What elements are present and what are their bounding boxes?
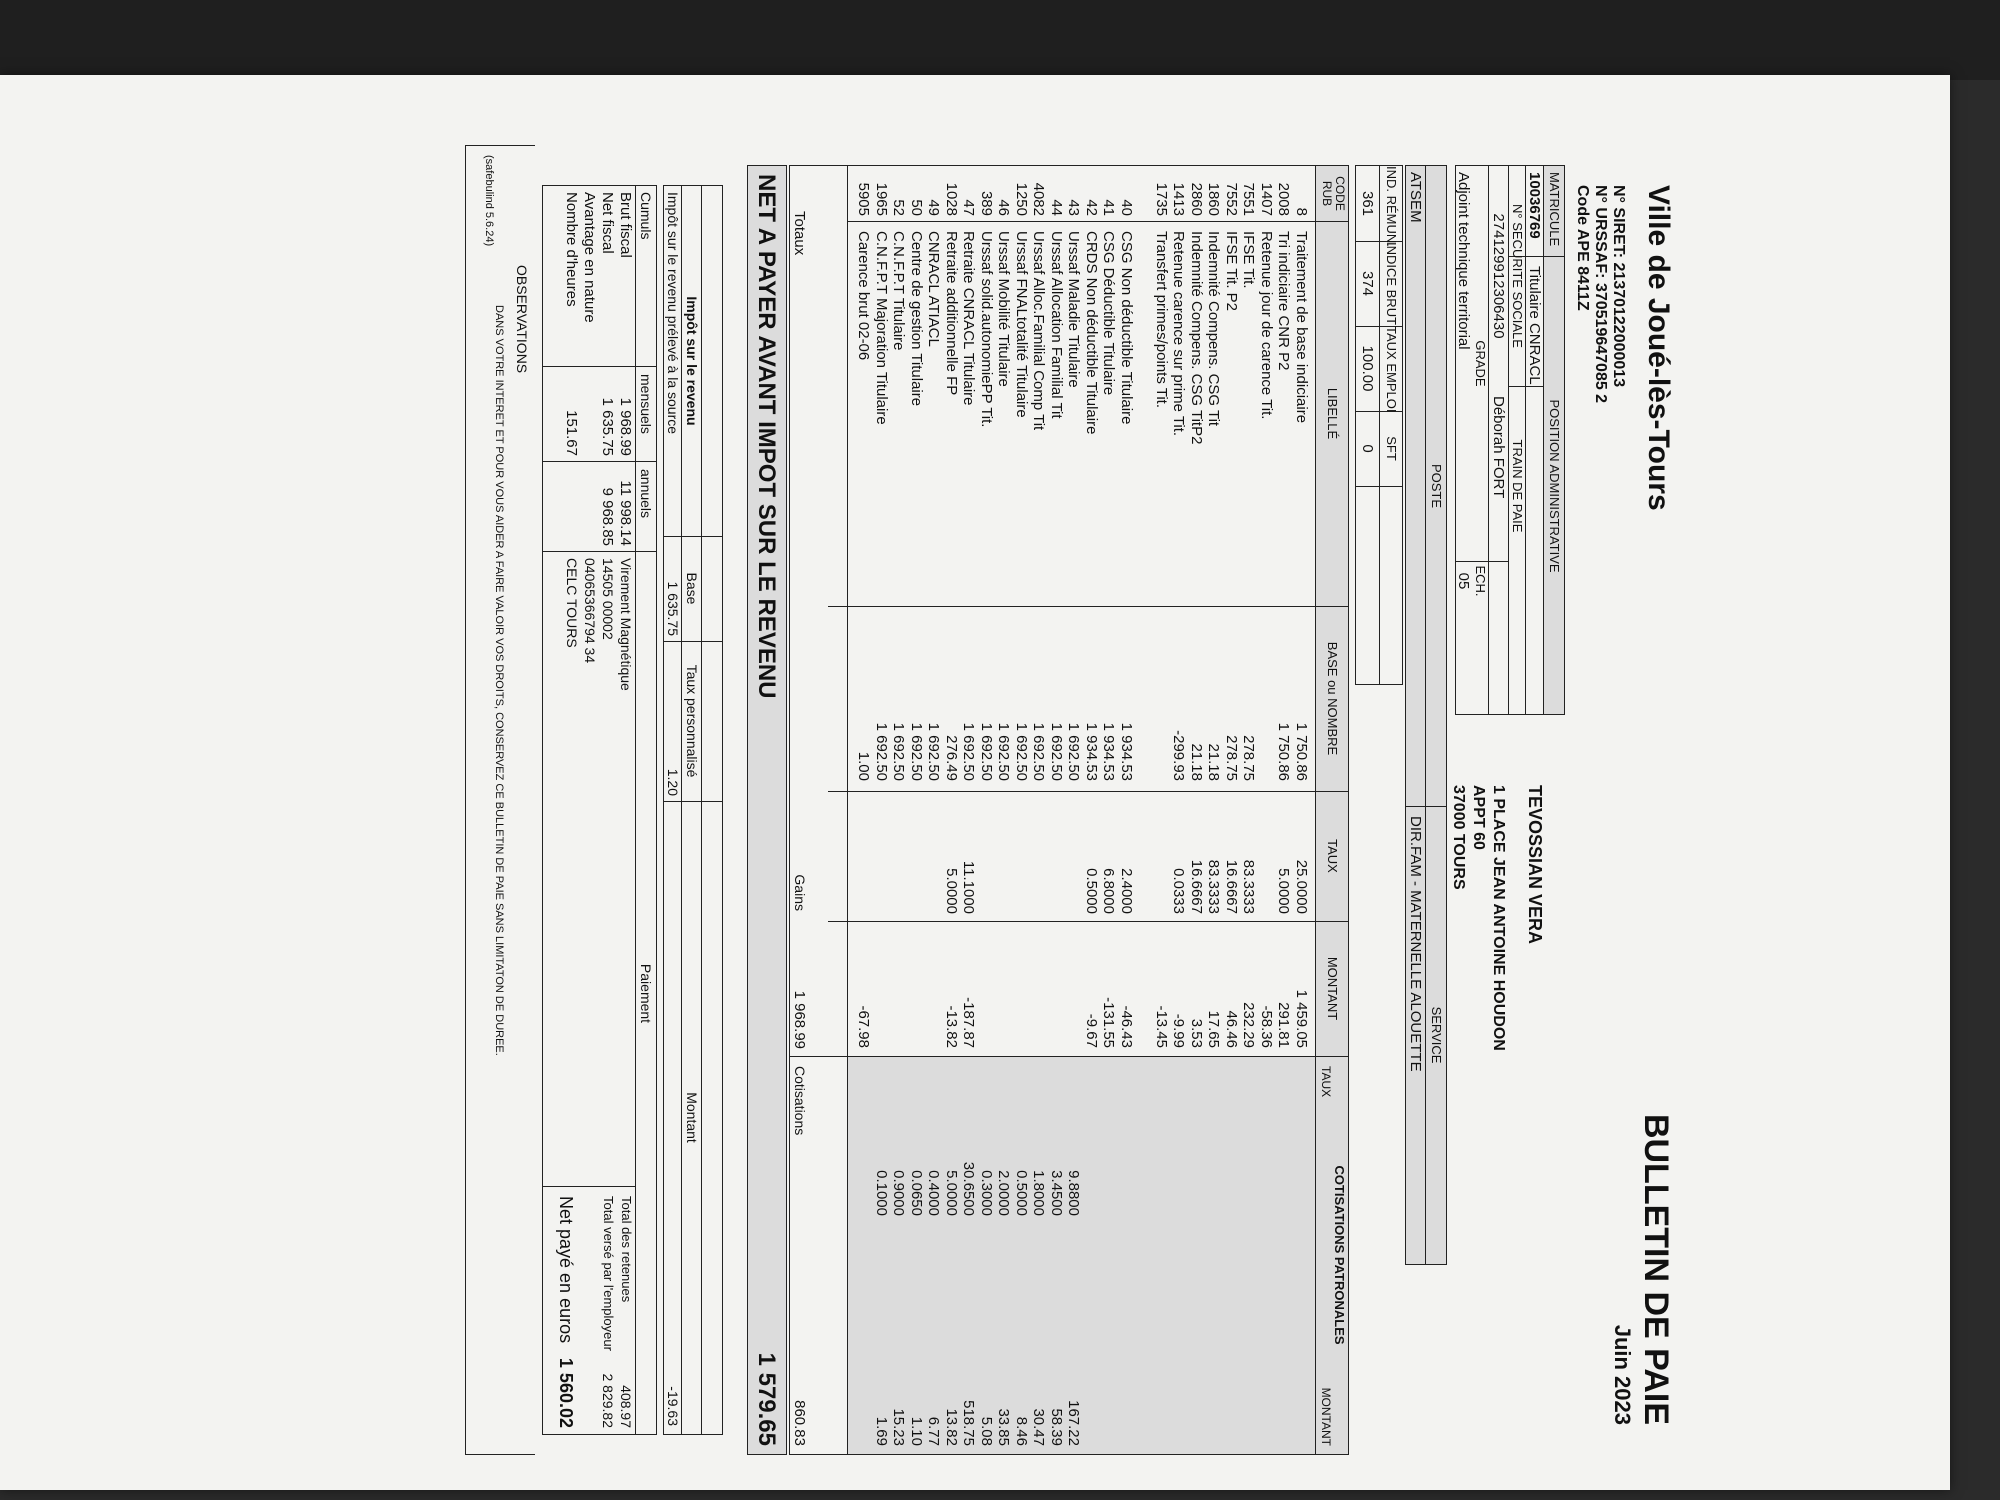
payslip-lines-table (789, 165, 1349, 1455)
cumuls-annuels-label: annuels (638, 469, 654, 519)
cell-libelle: Retraite additionnelle FP (943, 231, 960, 396)
cell-p-taux: 1.8000 (1030, 1170, 1048, 1216)
cumul-row (616, 186, 634, 551)
cell-code: 2008 (1275, 182, 1293, 216)
cell-libelle: IFSE Tit. P2 (1223, 231, 1240, 312)
employer-urssaf: N° URSSAF: 370519647085 2 (1592, 185, 1609, 404)
version-text: (safebulind 5.6.24) (483, 155, 495, 247)
cell-base: 1 692.50 (1048, 722, 1065, 781)
cell-p-taux: 3.4500 (1048, 1170, 1065, 1216)
cell-libelle: Urssaf solid.autonomiePP Tit. (978, 231, 995, 428)
cumul-annuel: 9 968.85 (599, 487, 616, 546)
table-row (1257, 166, 1275, 1454)
impot-taux-value: 1.20 (665, 768, 681, 796)
cumuls-mensuels-label: mensuels (638, 374, 654, 434)
cell-base: 21.18 (1205, 743, 1223, 781)
cell-code: 1965 (873, 182, 890, 216)
cell-libelle: C.N.F.P.T Titulaire (890, 231, 908, 351)
cell-p-montant: 15.23 (890, 1408, 908, 1446)
cumul-annuel: 11 998.14 (617, 480, 634, 546)
cell-code: 1735 (1153, 182, 1170, 216)
cell-base: 1 692.50 (908, 722, 925, 781)
cell-code: 2860 (1188, 182, 1205, 216)
verse-label: Total versé par l'employeur (601, 1196, 616, 1351)
cumul-row (580, 186, 598, 551)
table-row (907, 166, 925, 1454)
train-value: Déborah FORT (1490, 396, 1507, 499)
table-row (1047, 166, 1065, 1454)
cell-p-montant: 33.85 (995, 1408, 1013, 1446)
indice-value: 374 (1359, 270, 1376, 297)
poste-service-box (1405, 165, 1447, 1265)
cell-montant: -46.43 (1118, 1005, 1135, 1048)
cumul-label: Avantage en nature (581, 192, 598, 323)
cell-taux: 16.6667 (1188, 859, 1205, 914)
impot-row-label: Impôt sur le revenu prélevé à la source (665, 192, 681, 435)
header-montant: MONTANT (1325, 956, 1340, 1021)
ech-label: ECH. (1473, 565, 1488, 597)
matricule-label: MATRICULE (1547, 172, 1562, 247)
cell-p-taux: 0.3000 (978, 1170, 995, 1216)
secu-label: N° SECURITE SOCIALE (1510, 204, 1525, 348)
verse-value: 2 829.82 (600, 1373, 616, 1428)
poste-value: ATSEM (1407, 172, 1424, 223)
employee-city: 37000 TOURS (1450, 785, 1467, 890)
cell-p-taux: 0.0650 (908, 1170, 925, 1216)
cell-libelle: Indemnité Compens. CSG Tit (1205, 231, 1223, 427)
cumul-row (562, 186, 580, 551)
footer-notice: DANS VOTRE INTERET ET POUR VOUS AIDER A FAIRE VALOIR VOS DROITS, CONSERVEZ CE BULLETIN DE PAIE SANS LIMITATON DE DUREE. (493, 305, 505, 1056)
cell-p-montant: 58.39 (1048, 1408, 1065, 1446)
employer-name: Ville de Joué-lès-Tours (1642, 185, 1675, 511)
cell-p-montant: 8.46 (1013, 1416, 1030, 1446)
service-value: DIR.FAM - MATERNELLE ALOUETTE (1407, 816, 1424, 1072)
indice-label: INDICE BRUT (1384, 241, 1399, 326)
cumul-label: Nombre d'heures (563, 192, 580, 307)
employer-siret: N° SIRET: 21370122000013 (1610, 185, 1627, 388)
table-row (855, 166, 873, 1454)
impot-montant-label: Montant (684, 1092, 700, 1143)
cumul-mensuel: 1 635.75 (599, 397, 616, 456)
cell-libelle: CSG Non déductible Titulaire (1118, 231, 1135, 425)
cell-taux: 0.5000 (1083, 868, 1100, 914)
impot-taux-label: Taux personnalisé (684, 664, 700, 778)
cell-taux: 2.4000 (1118, 868, 1135, 914)
cell-code: 41 (1100, 199, 1118, 216)
impot-montant-value: -19.63 (665, 1386, 681, 1426)
cell-libelle: CSG Déductible Titulaire (1100, 231, 1118, 396)
cell-base: 1 692.50 (873, 722, 890, 781)
table-row (1012, 166, 1030, 1454)
cell-taux: 83.3333 (1240, 859, 1258, 914)
cell-code: 40 (1118, 199, 1135, 216)
header-taux: TAUX (1325, 839, 1340, 873)
cell-montant: -13.82 (943, 1005, 960, 1048)
cumuls-paiement-box (542, 185, 657, 1435)
cell-libelle: Urssaf Alloc.Familial Comp Tit (1030, 231, 1048, 431)
cell-montant: -13.45 (1153, 1005, 1170, 1048)
table-row (1117, 166, 1135, 1454)
net-avant-impot-label: NET A PAYER AVANT IMPOT SUR LE REVENU (753, 174, 780, 699)
impot-base-label: Base (684, 572, 700, 605)
cell-p-montant: 167.22 (1065, 1400, 1083, 1446)
cell-libelle: C.N.F.P.T Majoration Titulaire (873, 231, 890, 425)
cell-code: 7551 (1240, 182, 1258, 216)
payslip-document (0, 145, 1675, 1495)
impot-header: Impôt sur le revenu (684, 296, 700, 426)
cell-code: 1250 (1013, 182, 1030, 216)
cell-libelle: Urssaf Mobilité Titulaire (995, 231, 1013, 387)
table-row (1100, 166, 1118, 1454)
cell-taux: 11.1000 (960, 860, 978, 914)
cell-base: 1 692.50 (1030, 722, 1048, 781)
cell-p-montant: 518.75 (960, 1400, 978, 1446)
cell-libelle: Urssaf Maladie Titulaire (1065, 231, 1083, 388)
cell-p-taux: 0.4000 (925, 1170, 943, 1216)
cumul-mensuel: 1 968.99 (617, 397, 634, 456)
header-libelle: LIBELLÉ (1325, 387, 1340, 440)
cell-code: 389 (978, 190, 995, 216)
header-patronales: COTISATIONS PATRONALES (1332, 1165, 1347, 1345)
cell-montant: -187.87 (960, 997, 978, 1048)
sft-value: 0 (1359, 444, 1376, 453)
cell-code: 49 (925, 199, 943, 216)
cell-taux: 5.0000 (943, 868, 960, 914)
cell-base: 1 692.50 (925, 722, 943, 781)
header-p-taux: TAUX (1319, 1066, 1333, 1098)
cell-montant: -9.67 (1083, 1013, 1100, 1048)
position-label: POSITION ADMINISTRATIVE (1547, 399, 1562, 573)
header-p-montant: MONTANT (1319, 1387, 1333, 1446)
taux-emploi-value: 100.00 (1359, 345, 1376, 392)
cell-montant: 3.53 (1188, 1018, 1205, 1048)
gains-value: 1 968.99 (791, 990, 808, 1049)
cell-taux: 83.3333 (1205, 859, 1223, 914)
table-row (1082, 166, 1100, 1454)
cell-montant: -9.99 (1170, 1013, 1188, 1048)
cell-libelle: Retenue jour de carence Tit. (1258, 231, 1275, 420)
poste-label: POSTE (1429, 463, 1444, 509)
table-row (960, 166, 978, 1454)
retenues-label: Total des retenues (619, 1196, 634, 1303)
cell-libelle: Tri indiciaire CNR P2 (1275, 231, 1293, 371)
cell-p-montant: 13.82 (943, 1408, 960, 1446)
cell-libelle: Centre de gestion Titulaire (908, 231, 925, 407)
cell-libelle: Transfert primes/points Tit. (1153, 231, 1170, 408)
cell-base: 1 934.53 (1100, 722, 1118, 781)
cell-base: -299.93 (1170, 730, 1188, 781)
cell-base: 1 750.86 (1275, 722, 1293, 781)
position-value: Titulaire CNRACL (1526, 266, 1543, 385)
ech-value: 05 (1455, 572, 1472, 590)
cell-libelle: CRDS Non déductible Titulaire (1083, 231, 1100, 435)
cell-code: 43 (1065, 199, 1083, 216)
cell-base: 21.18 (1188, 743, 1205, 781)
table-row (977, 166, 995, 1454)
cell-code: 52 (890, 199, 908, 216)
cell-taux: 16.6667 (1223, 859, 1240, 914)
table-row (1222, 166, 1240, 1454)
cotisations-label: Cotisations (792, 1066, 808, 1136)
sft-label: SFT (1384, 436, 1399, 461)
gains-label: Gains (792, 874, 808, 911)
cell-montant: 46.46 (1223, 1010, 1240, 1048)
cell-code: 4082 (1030, 182, 1048, 216)
cell-code: 1028 (943, 182, 960, 216)
cell-base: 1 934.53 (1083, 722, 1100, 781)
cell-code: 42 (1083, 199, 1100, 216)
cell-code: 8 (1293, 207, 1310, 216)
paiement-line3: 04065366794 34 (582, 558, 598, 664)
cell-base: 1 692.50 (995, 722, 1013, 781)
ind-value: 361 (1359, 190, 1376, 217)
cell-base: 1.00 (855, 751, 873, 781)
cell-p-taux: 30.6500 (960, 1161, 978, 1216)
cell-base: 1 750.86 (1293, 722, 1310, 781)
cell-montant: -131.55 (1100, 997, 1118, 1048)
table-row (1205, 166, 1223, 1454)
cell-code: 1860 (1205, 182, 1223, 216)
cell-libelle: Urssaf FNALtotalité Titulaire (1013, 231, 1030, 418)
employer-ape: Code APE 8411Z (1574, 185, 1591, 311)
cell-base: 278.75 (1240, 735, 1258, 781)
cell-base: 1 692.50 (960, 722, 978, 781)
cell-p-taux: 0.5000 (1013, 1170, 1030, 1216)
cell-libelle: Carence brut 02-06 (855, 231, 873, 361)
cell-p-taux: 9.8800 (1065, 1170, 1083, 1216)
table-row (1065, 166, 1083, 1454)
table-row (1030, 166, 1048, 1454)
cell-base: 1 692.50 (1065, 722, 1083, 781)
train-label: TRAIN DE PAIE (1510, 439, 1525, 533)
cell-base: 1 692.50 (978, 722, 995, 781)
cell-code: 1407 (1258, 182, 1275, 216)
cell-p-taux: 5.0000 (943, 1170, 960, 1216)
cell-base: 1 692.50 (890, 722, 908, 781)
net-avant-impot-value: 1 579.65 (753, 1352, 780, 1446)
cell-libelle: Urssaf Allocation Familial Tit (1048, 231, 1065, 419)
cell-montant: 1 459.05 (1293, 989, 1310, 1048)
header-base: BASE ou NOMBRE (1325, 641, 1340, 756)
cell-libelle: Retraite CNRACL Titulaire (960, 231, 978, 406)
cell-taux: 6.8000 (1100, 868, 1118, 914)
bulletin-title: BULLETIN DE PAIE (1637, 1113, 1675, 1425)
grade-value: Adjoint technique territorial (1455, 172, 1472, 350)
cell-libelle: Retenue carence sur prime Tit. (1170, 231, 1188, 437)
cell-p-taux: 0.1000 (873, 1170, 890, 1216)
cell-code: 46 (995, 199, 1013, 216)
cell-code: 5905 (855, 182, 873, 216)
table-row (1187, 166, 1205, 1454)
cell-montant: 291.81 (1275, 1002, 1293, 1048)
table-row (942, 166, 960, 1454)
cell-montant: -58.36 (1258, 1005, 1275, 1048)
net-paye-value: 1 560.02 (556, 1357, 576, 1428)
cumul-row (598, 186, 616, 551)
cell-p-taux: 0.9000 (890, 1170, 908, 1216)
table-row (995, 166, 1013, 1454)
observations-label: OBSERVATIONS (514, 265, 530, 374)
cell-p-montant: 30.47 (1030, 1408, 1048, 1446)
cell-montant: -67.98 (855, 1005, 873, 1048)
impot-base-value: 1 635.75 (665, 581, 681, 636)
employee-name: TEVOSSIAN VERA (1525, 785, 1545, 945)
service-label: SERVICE (1429, 1006, 1444, 1064)
cell-p-montant: 5.08 (978, 1416, 995, 1446)
table-row (1152, 166, 1170, 1454)
identity-box (1455, 165, 1565, 715)
paiement-line4: CELC TOURS (564, 558, 580, 648)
table-row (1292, 166, 1310, 1454)
cell-taux: 5.0000 (1275, 868, 1293, 914)
cell-base: 1 934.53 (1118, 722, 1135, 781)
table-row (925, 166, 943, 1454)
header-code: CODE RUB (1320, 176, 1347, 211)
employee-address2: APPT 60 (1470, 785, 1487, 850)
table-row (1275, 166, 1293, 1454)
cell-code: 47 (960, 199, 978, 216)
employee-address1: 1 PLACE JEAN ANTOINE HOUDON (1490, 785, 1507, 1051)
paiement-label: Paiement (638, 963, 654, 1024)
cell-code: 7552 (1223, 182, 1240, 216)
indices-box (1355, 165, 1403, 685)
observations-box (465, 145, 535, 1455)
cell-libelle: Traitement de base indiciaire (1293, 231, 1310, 424)
table-row (872, 166, 890, 1454)
cell-p-taux: 2.0000 (995, 1170, 1013, 1216)
cumul-label: Brut fiscal (617, 192, 634, 258)
cumul-label: Net fiscal (599, 192, 616, 254)
cell-code: 44 (1048, 199, 1065, 216)
cell-taux: 25.0000 (1293, 859, 1310, 914)
paiement-line1: Virement Magnétique (618, 558, 634, 691)
cell-p-montant: 6.77 (925, 1416, 943, 1446)
cell-base: 276.49 (943, 735, 960, 781)
paiement-line2: 14505 00002 (600, 558, 616, 640)
cumul-mensuel: 151.67 (563, 410, 580, 456)
table-row (1240, 166, 1258, 1454)
impot-box (663, 185, 723, 1435)
secu-value: 274129912306430 (1490, 213, 1507, 339)
cell-code: 50 (908, 199, 925, 216)
cell-base: 1 692.50 (1013, 722, 1030, 781)
bulletin-period: Juin 2023 (1610, 1324, 1635, 1425)
ind-label: IND. RÉMUN. (1384, 166, 1399, 247)
cell-p-montant: 1.10 (908, 1416, 925, 1446)
matricule-value: 10036769 (1526, 172, 1543, 239)
cell-taux: 0.0333 (1170, 868, 1188, 914)
cell-montant: 232.29 (1240, 1002, 1258, 1048)
cell-base: 278.75 (1223, 735, 1240, 781)
cell-libelle: Indemnité Compens. CSG TitP2 (1188, 231, 1205, 445)
retenues-value: 408.97 (618, 1385, 634, 1428)
grade-label: GRADE (1473, 340, 1488, 387)
taux-emploi-label: TAUX EMPLOI (1384, 326, 1399, 413)
cell-p-montant: 1.69 (873, 1416, 890, 1446)
table-row (890, 166, 908, 1454)
cumuls-label: Cumuls (638, 192, 654, 240)
net-paye-label: Net payé en euros (556, 1196, 576, 1344)
table-row (1135, 166, 1153, 1454)
cotisations-value: 860.83 (791, 1400, 808, 1446)
cell-libelle: CNRACL ATIACL (925, 231, 943, 347)
table-row (1170, 166, 1188, 1454)
cell-montant: 17.65 (1205, 1010, 1223, 1048)
cell-libelle: IFSE Tit. (1240, 231, 1258, 289)
totals-label: Totaux (791, 211, 808, 256)
net-avant-impot-box (747, 165, 787, 1455)
cell-code: 1413 (1170, 182, 1188, 216)
